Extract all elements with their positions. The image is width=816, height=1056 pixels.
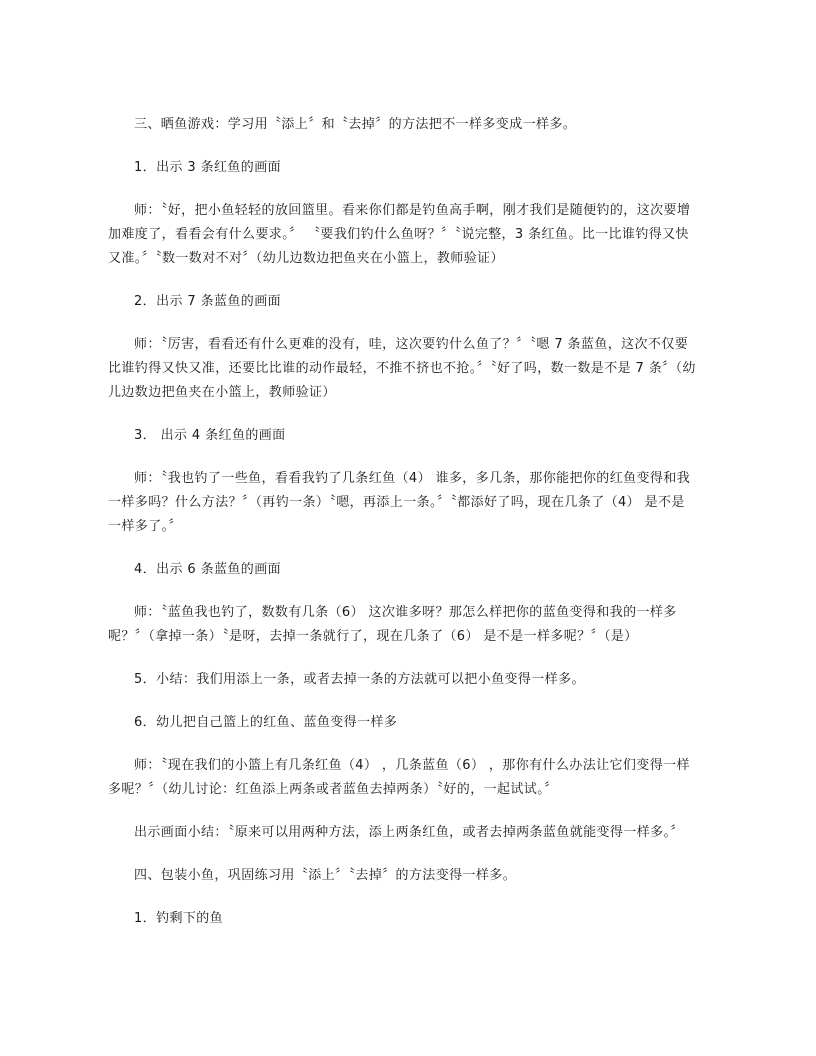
- step-heading: 4．出示 6 条蓝鱼的画面: [134, 562, 282, 577]
- teacher-dialogue: 师：〝我也钓了一些鱼，看看我钓了几条红鱼（4） 谁多，多几条，那你能把你的红鱼变得和我一样多吗？什么方法？〞（再钓一条）〝嗯，再添上一条。〞〝都添好了吗，现在几条了（4） 是不是一样多了。〞: [108, 471, 691, 534]
- document-body: [108, 113, 696, 950]
- teacher-dialogue: 师：〝蓝鱼我也钓了，数数有几条（6） 这次谁多呀？那怎么样把你的蓝鱼变得和我的一样多呢？〞（拿掉一条）〝是呀，去掉一条就行了，现在几条了（6） 是不是一样多呢？〞（是）: [108, 605, 677, 644]
- step-heading: 6．幼儿把自己篮上的红鱼、蓝鱼变得一样多: [134, 715, 398, 730]
- step-heading: 3． 出示 4 条红鱼的画面: [134, 428, 286, 443]
- teacher-dialogue: 师：〝现在我们的小篮上有几条红鱼（4） ，几条蓝鱼（6） ，那你有什么办法让它们变得一样多呢？〞（幼儿讨论：红鱼添上两条或者蓝鱼去掉两条）〝好的，一起试试。〞: [108, 758, 690, 797]
- teacher-dialogue: 师：〝好，把小鱼轻轻的放回篮里。看来你们都是钓鱼高手啊，刚才我们是随便钓的，这次要增加难度了，看看会有什么要求。〞 〝要我们钓什么鱼呀？〞〝说完整，3 条红鱼。比一比谁钓得又快又准。〞〝数一数对不对〞（幼儿边数边把鱼夹在小篮上，教师验证）: [108, 203, 691, 266]
- step-heading: 1．出示 3 条红鱼的画面: [134, 160, 282, 175]
- teacher-dialogue: 师：〝厉害，看看还有什么更难的没有，哇，这次要钓什么鱼了？〞〝嗯 7 条蓝鱼，这次不仅要比谁钓得又快又准，还要比比谁的动作最轻，不推不挤也不抢。〞〝好了吗，数一数是不是 7 条〞（幼儿边数边把鱼夹在小篮上，教师验证）: [108, 337, 696, 400]
- summary-step: 5．小结：我们用添上一条，或者去掉一条的方法就可以把小鱼变得一样多。: [134, 672, 585, 687]
- step-heading: 1．钓剩下的鱼: [134, 911, 224, 926]
- section-heading-3: 三、晒鱼游戏：学习用〝添上〞和〝去掉〞的方法把不一样多变成一样多。: [134, 117, 577, 132]
- section-heading-4: 四、包装小鱼，巩固练习用〝添上〞〝去掉〞的方法变得一样多。: [134, 868, 517, 883]
- picture-summary: 出示画面小结：〝原来可以用两种方法，添上两条红鱼，或者去掉两条蓝鱼就能变得一样多。〞: [134, 825, 684, 840]
- step-heading: 2．出示 7 条蓝鱼的画面: [134, 294, 282, 309]
